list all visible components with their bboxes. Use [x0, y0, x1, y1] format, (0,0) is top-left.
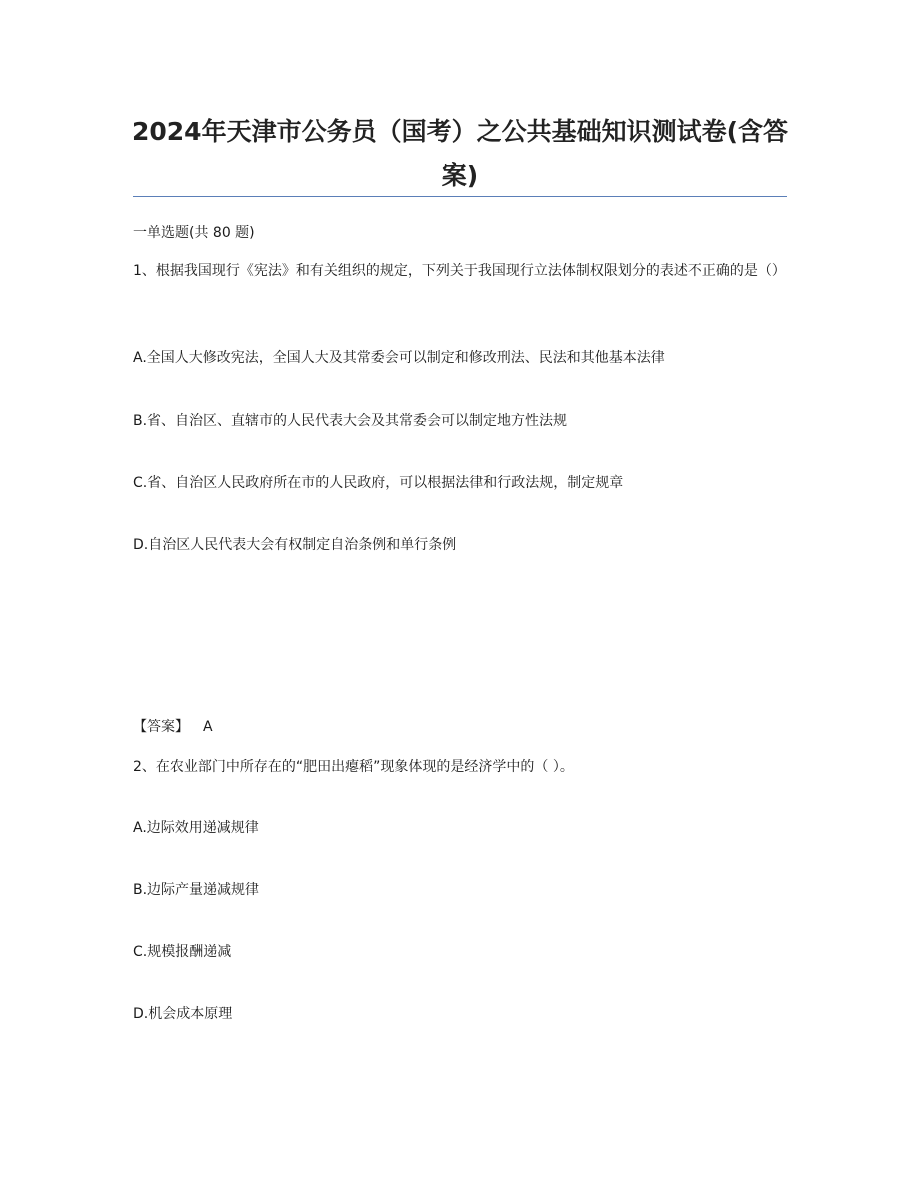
question-2-option-d: D.机会成本原理	[133, 1006, 233, 1022]
question-1-option-c: C.省、自治区人民政府所在市的人民政府，可以根据法律和行政法规，制定规章	[133, 475, 624, 491]
question-1-answer	[133, 716, 213, 738]
answer-value: A	[203, 719, 213, 735]
question-2-option-b: B.边际产量递减规律	[133, 882, 260, 898]
question-2-option-a: A.边际效用递减规律	[133, 820, 259, 836]
question-1-stem: 1、根据我国现行《宪法》和有关组织的规定，下列关于我国现行立法体制权限划分的表述不正确的是（）	[133, 263, 786, 279]
question-2-stem: 2、在农业部门中所存在的“肥田出瘪稻”现象体现的是经济学中的（ ）。	[133, 759, 574, 775]
question-1-option-d: D.自治区人民代表大会有权制定自治条例和单行条例	[133, 537, 457, 553]
question-1-option-b: B.省、自治区、直辖市的人民代表大会及其常委会可以制定地方性法规	[133, 413, 568, 429]
answer-label: 【答案】	[133, 719, 189, 735]
title-divider	[133, 196, 787, 197]
question-2-option-c: C.规模报酬递减	[133, 944, 232, 960]
section-heading: 一单选题(共 80 题)	[133, 225, 255, 241]
document-title: 2024年天津市公务员（国考）之公共基础知识测试卷(含答案)	[131, 117, 788, 190]
question-1-option-a: A.全国人大修改宪法，全国人大及其常委会可以制定和修改刑法、民法和其他基本法律	[133, 350, 665, 366]
